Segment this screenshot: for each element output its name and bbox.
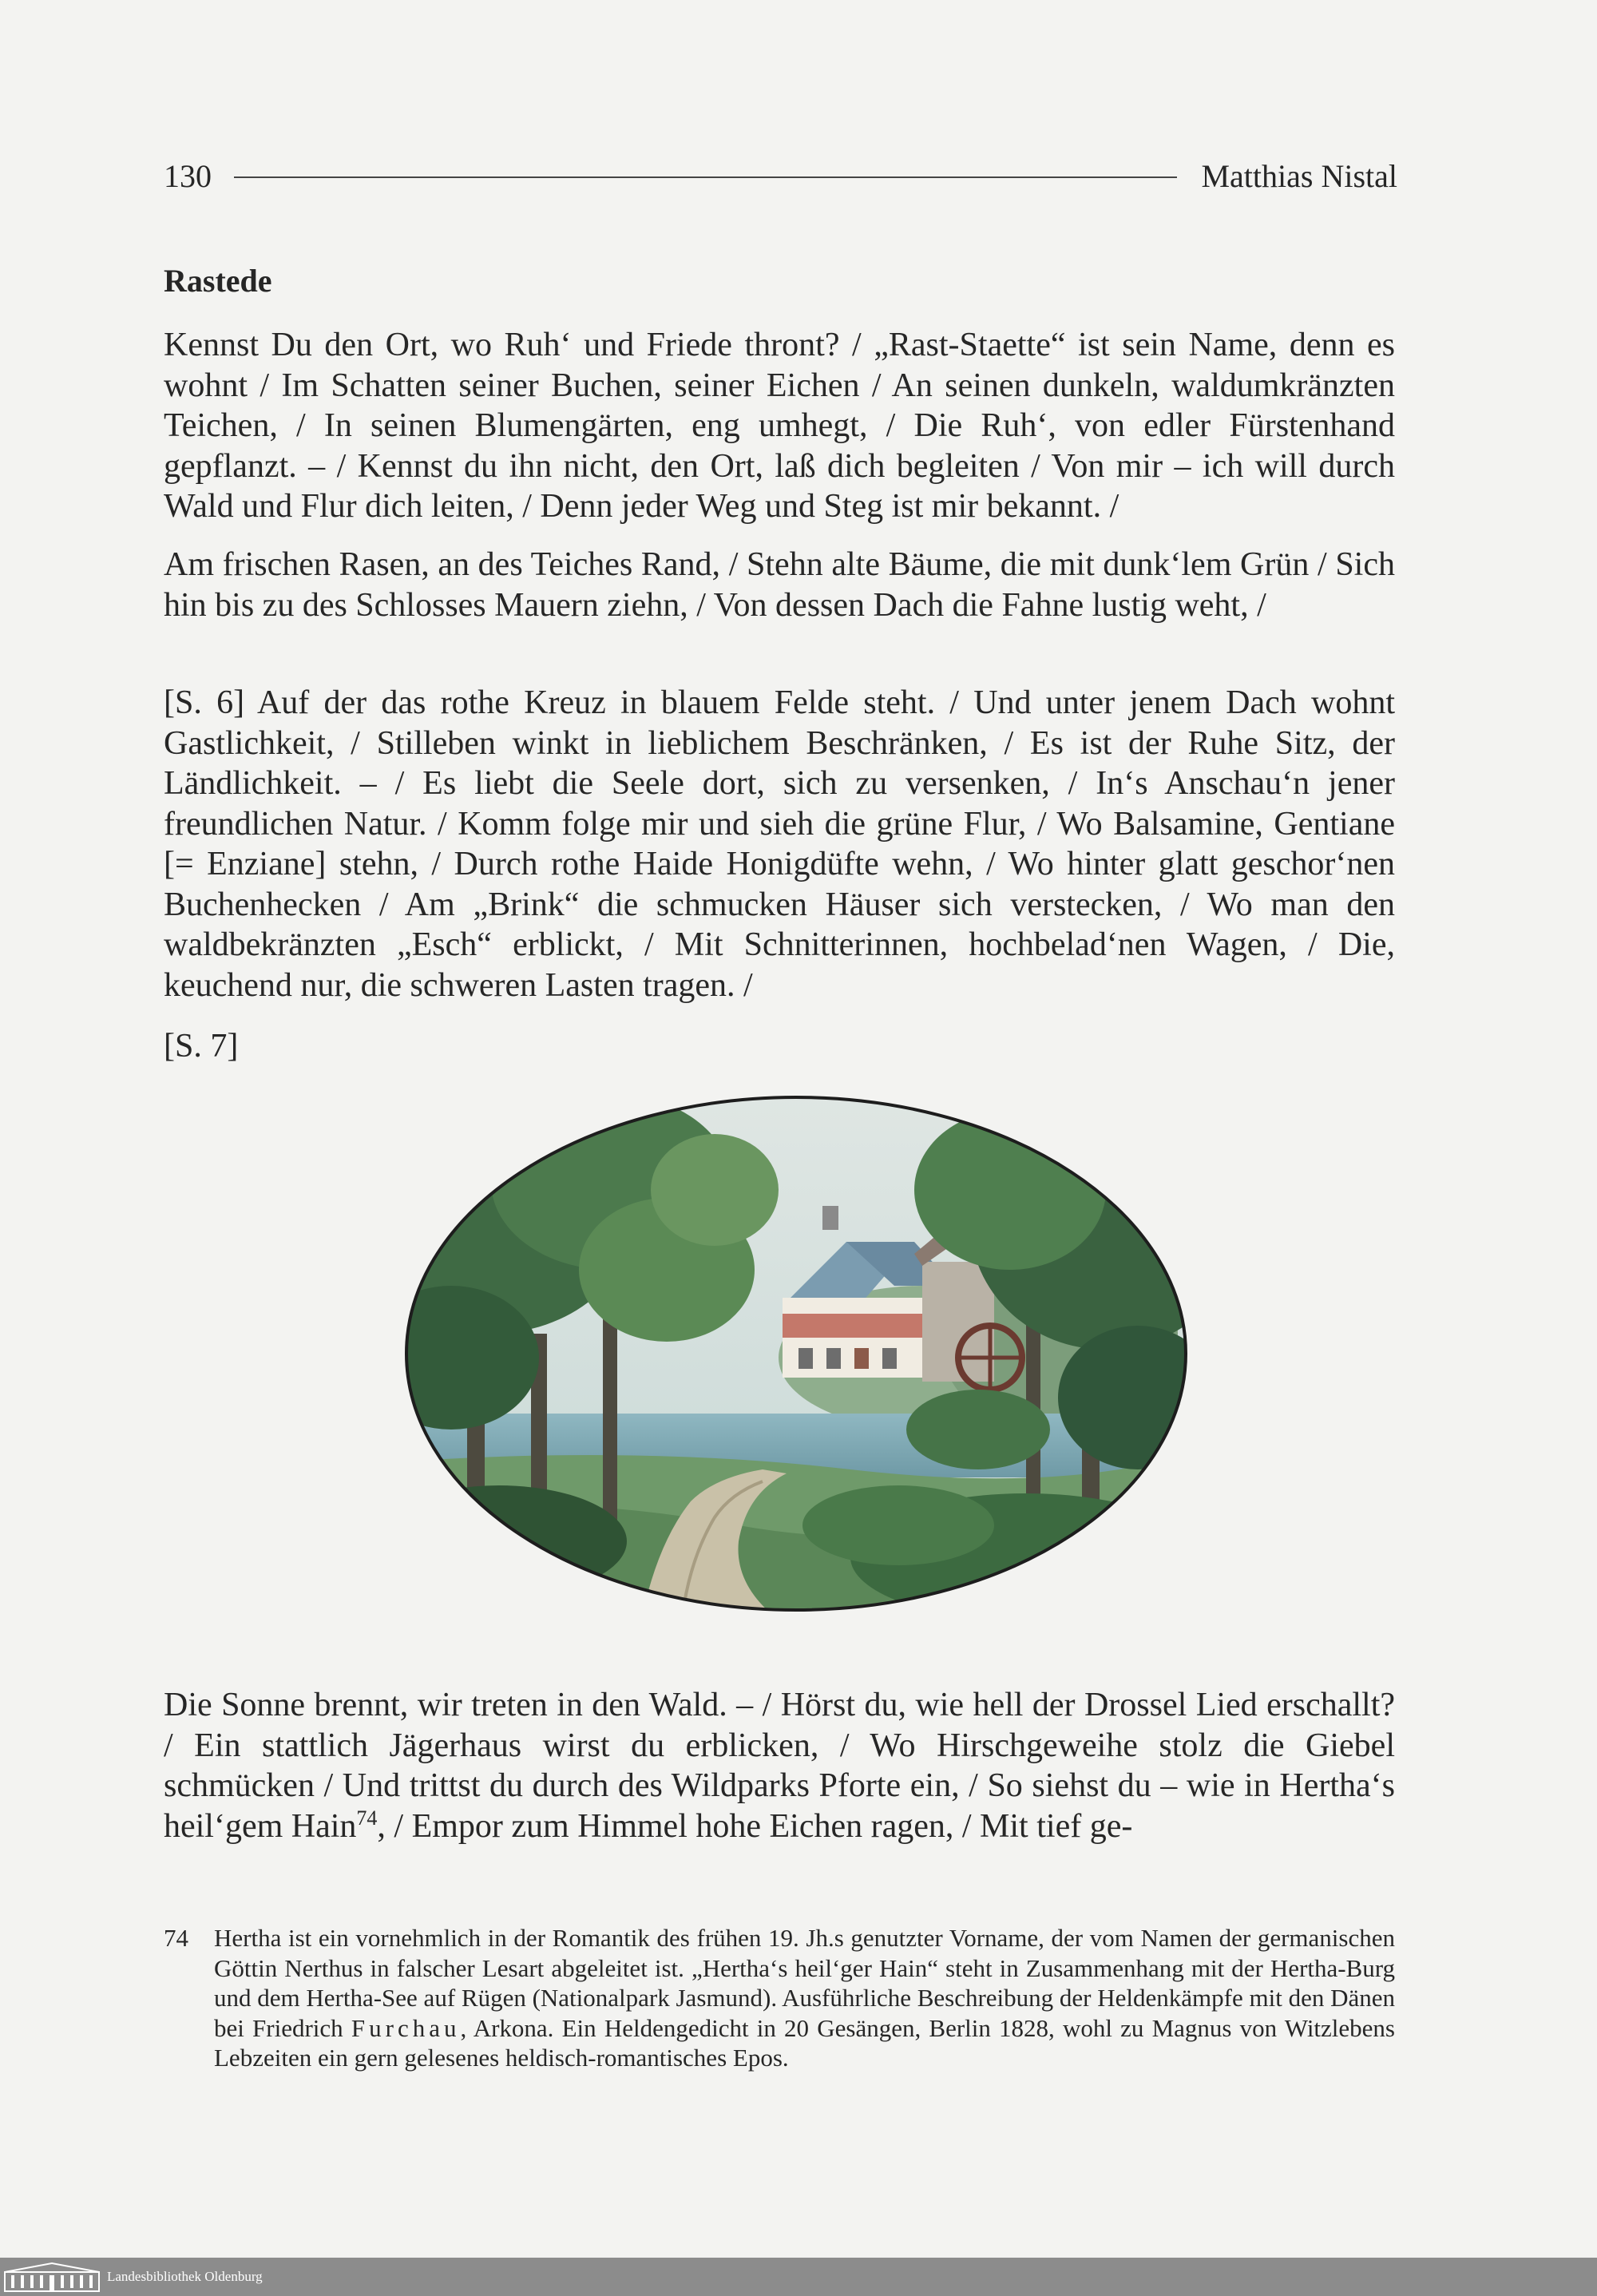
footnote-text — [214, 1923, 1395, 2073]
library-footer-bar — [0, 2258, 1597, 2296]
page-reference: [S. 7] — [164, 1028, 239, 1065]
footnote-number: 74 — [164, 1924, 188, 1952]
section-heading: Rastede — [164, 263, 272, 299]
poem-paragraph-5-text: Die Sonne brennt, wir treten in den Wald. – / Hörst du, wie hell der Drossel Lied erschallt? / Ein stattlich Jägerhaus wirst du erblicken, / Wo Hirschgeweihe stolz die Giebel schmücken / Und trittst du durch des Wildparks Pforte ein, / So siehst du – wie in Hertha‘s heil‘gem Hain — [164, 1687, 1395, 1845]
footnote-reference: 74 — [356, 1806, 378, 1830]
footnotes — [164, 1923, 1395, 2073]
library-name: Landesbibliothek Oldenburg — [107, 2269, 263, 2284]
page-number: 130 — [164, 157, 212, 194]
running-head-author: Matthias Nistal — [1201, 157, 1397, 194]
poem-paragraph-2: Am frischen Rasen, an des Teiches Rand, / Stehn alte Bäume, die mit dunk‘lem Grün / Sich hin bis zu des Schlosses Mauern ziehn, / Von dessen Dach die Fahne lustig weht, / — [164, 546, 1395, 624]
poem-paragraph-1: Kennst Du den Ort, wo Ruh‘ und Friede thront? / „Rast-Staette“ ist sein Name, denn es wohnt / Im Schatten seiner Buchen, seiner Eichen / An seinen dunkeln, waldumkränzten Teichen, / In seinen Blumengärten, eng umhegt, / Die Ruh‘, von edler Fürstenhand gepflanzt. – / Kennst du ihn nicht, den Ort, laß dich begleiten / Von mir – ich will durch Wald und Flur dich leiten, / Denn jeder Weg und Steg ist mir bekannt. / — [164, 327, 1395, 525]
footnote-text-part-1: Hertha ist ein vornehmlich in der Romantik des frühen 19. Jh.s genutzter Vorname, der vom Namen der germanischen Göttin Nerthus in falscher Lesart abgeleitet ist. „Hertha‘s heil‘ger Hain“ steht in Zusammenhang mit der Hertha-Burg und dem Hertha-See auf Rügen (Nationalpark Jasmund). Ausführliche Beschreibung der Heldenkämpfe mit den Dänen bei Friedrich — [214, 1924, 1395, 2042]
running-head — [164, 152, 1397, 200]
library-building-icon — [3, 2261, 101, 2293]
poem-paragraph-5-continuation: , / Empor zum Himmel hohe Eichen ragen, / Mit tief ge- — [377, 1807, 1133, 1845]
poem-paragraph-3: [S. 6] Auf der das rothe Kreuz in blauem Felde steht. / Und unter jenem Dach wohnt Gastlichkeit, / Stilleben winkt in lieblichem Beschränken, / Es ist der Ruhe Sitz, der Ländlichkeit. – / Es liebt die Seele dort, sich zu versenken, / In‘s Anschau‘n jener freundlichen Natur. / Komm folge mir und sieh die grüne Flur, / Wo Balsamine, Gentiane [= Enziane] stehn, / Durch rothe Haide Honigdüfte wehn, / Wo hinter glatt geschor‘nen Buchenhecken / Am „Brink“ die schmucken Häuser sich verstecken, / Wo man den waldbekränzten „Esch“ erblickt, / Mit Schnitterinnen, hochbelad‘nen Wagen, / Die, keuchend nur, die schweren Lasten tragen. / — [164, 684, 1395, 1004]
mill-illustration — [403, 1094, 1190, 1613]
footnote-author-name: Furchau — [351, 2013, 461, 2042]
footnote-74 — [164, 1923, 1395, 2073]
footnote-text-part-2: , Arkona. Ein Heldengedicht in 20 Gesängen, Berlin 1828, wohl zu Magnus von Witzlebens Lebzeiten ein gern gelesenes heldisch-romantisches Epos. — [214, 2013, 1395, 2072]
poem-paragraph-5 — [164, 1685, 1395, 1846]
header-rule — [234, 176, 1177, 178]
